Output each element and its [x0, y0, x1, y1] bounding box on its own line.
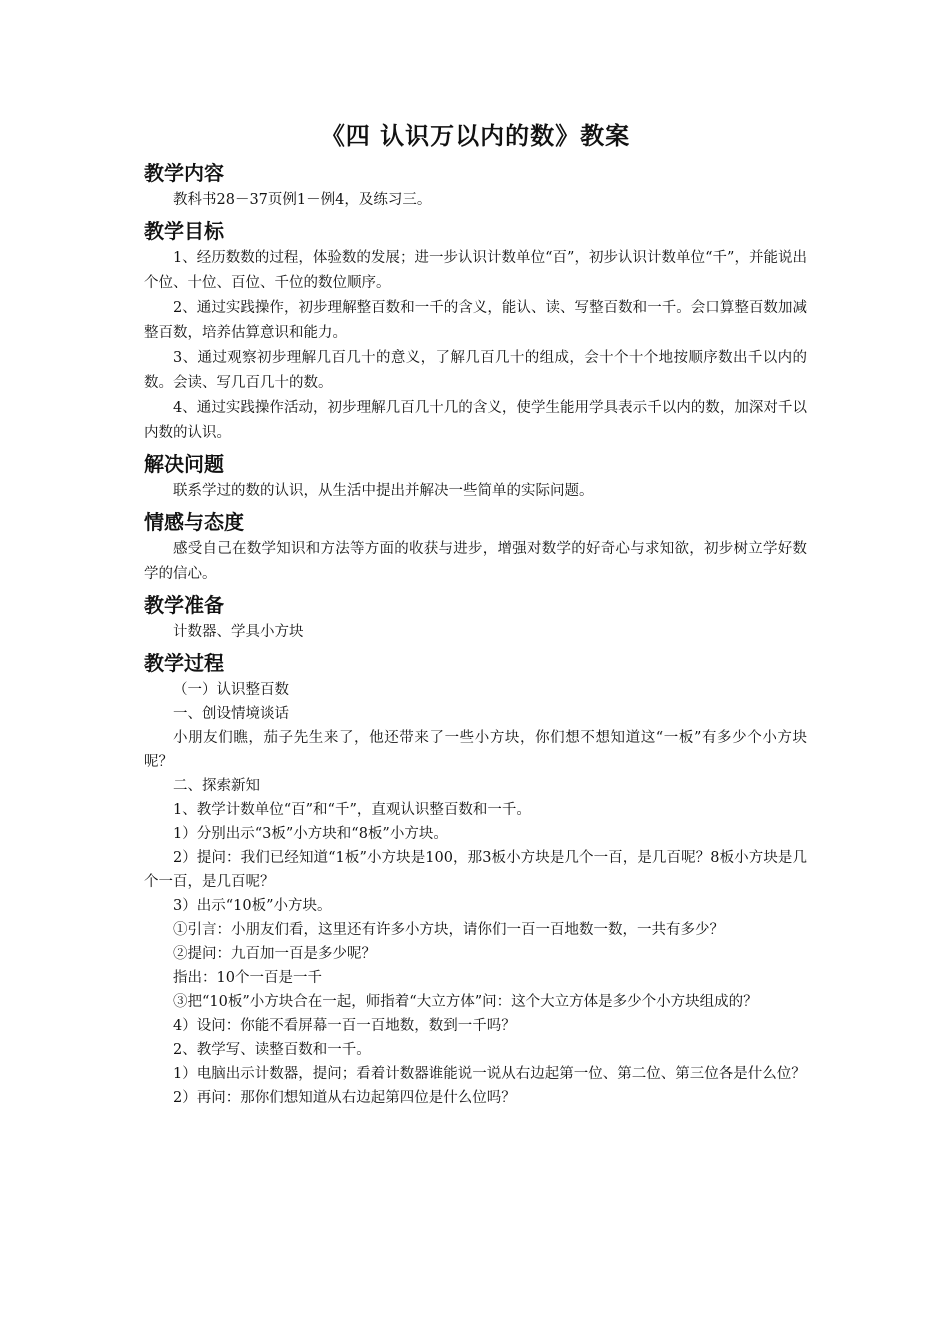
section-problem [144, 449, 807, 504]
paragraph: 教科书28－37页例1－例4，及练习三。 [173, 192, 432, 208]
paragraph: （一）认识整百数 [173, 682, 289, 698]
paragraph: 2、教学写、读整百数和一千。 [173, 1042, 371, 1058]
paragraph: 小朋友们瞧，茄子先生来了，他还带来了一些小方块，你们想不想知道这“一板”有多少个小方块呢？ [144, 730, 807, 770]
paragraph: 1、教学计数单位“百”和“千”，直观认识整百数和一千。 [173, 802, 531, 818]
section-prep [144, 590, 807, 645]
paragraph: 2）提问：我们已经知道“1板”小方块是100，那3板小方块是几个一百，是几百呢？8板小方块是几个一百，是几百呢？ [144, 850, 807, 890]
paragraph: 4）设问：你能不看屏幕一百一百地数，数到一千吗？ [173, 1018, 516, 1034]
section-heading: 解决问题 [144, 452, 224, 476]
paragraph: ③把“10板”小方块合在一起，师指着“大立方体”问：这个大立方体是多少个小方块组成的？ [173, 994, 758, 1010]
paragraph: ②提问：九百加一百是多少呢？ [173, 946, 376, 962]
paragraph: 指出：10个一百是一千 [173, 970, 322, 986]
section-heading: 教学准备 [144, 593, 224, 617]
paragraph: 1）电脑出示计数器，提问；看着计数器谁能说一说从右边起第一位、第二位、第三位各是什么位？ [173, 1066, 806, 1082]
paragraph: 一、创设情境谈话 [173, 706, 289, 722]
paragraph: 感受自己在数学知识和方法等方面的收获与进步，增强对数学的好奇心与求知欲，初步树立学好数学的信心。 [144, 541, 807, 582]
section-attitude [144, 507, 807, 587]
section-heading: 教学过程 [144, 651, 224, 675]
section-heading: 情感与态度 [144, 510, 244, 534]
document-title: 《四 认识万以内的数》教案 [320, 122, 631, 150]
paragraph: 二、探索新知 [173, 778, 260, 794]
section-heading: 教学内容 [144, 161, 224, 185]
section-heading: 教学目标 [144, 219, 224, 243]
paragraph: 联系学过的数的认识，从生活中提出并解决一些简单的实际问题。 [173, 483, 594, 499]
section-content [144, 158, 807, 213]
paragraph: 2、通过实践操作，初步理解整百数和一千的含义，能认、读、写整百数和一千。会口算整百数加减整百数，培养估算意识和能力。 [144, 300, 807, 341]
paragraph: 计数器、学具小方块 [173, 624, 304, 640]
paragraph: 1、经历数数的过程，体验数的发展；进一步认识计数单位“百”，初步认识计数单位“千”，并能说出个位、十位、百位、千位的数位顺序。 [144, 250, 807, 291]
section-process [144, 648, 807, 1110]
paragraph: 1）分别出示“3板”小方块和“8板”小方块。 [173, 826, 448, 842]
paragraph: 3、通过观察初步理解几百几十的意义，了解几百几十的组成，会十个十个地按顺序数出千以内的数。会读、写几百几十的数。 [144, 350, 807, 391]
section-goals [144, 216, 807, 446]
document-page [144, 118, 807, 1110]
paragraph: 3）出示“10板”小方块。 [173, 898, 332, 914]
paragraph: 4、通过实践操作活动，初步理解几百几十几的含义，使学生能用学具表示千以内的数，加深对千以内数的认识。 [144, 400, 807, 441]
paragraph: 2）再问：那你们想知道从右边起第四位是什么位吗？ [173, 1090, 516, 1106]
paragraph: ①引言：小朋友们看，这里还有许多小方块，请你们一百一百地数一数，一共有多少？ [173, 922, 724, 938]
